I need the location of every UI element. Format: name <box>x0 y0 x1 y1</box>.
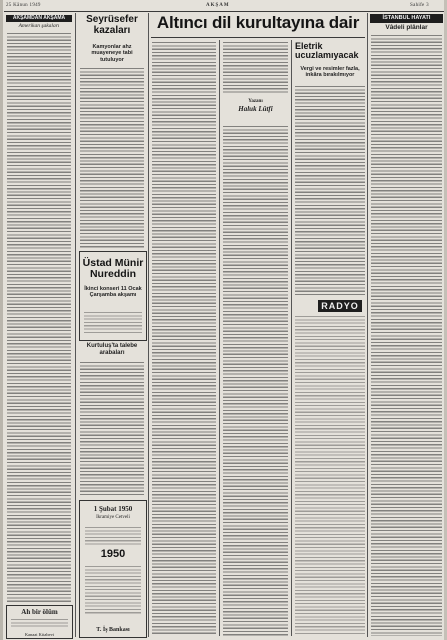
ad-box <box>79 500 147 638</box>
byline-name: Haluk Lütfi <box>238 105 273 113</box>
column-divider <box>75 13 76 637</box>
radio-banner: RADYO <box>318 300 362 312</box>
article-text <box>223 42 288 94</box>
column-divider <box>291 40 292 636</box>
ad-text <box>85 566 141 614</box>
column-divider <box>367 13 368 637</box>
article-text <box>295 86 365 296</box>
ad-line: Ikramiye Cetveli <box>96 515 130 521</box>
column-title: Vâdeli plânlar <box>385 24 428 31</box>
article-text <box>223 126 288 636</box>
header-rule <box>4 11 444 12</box>
column-divider <box>148 13 149 637</box>
byline-box <box>223 97 288 123</box>
article-text <box>152 42 216 636</box>
column-banner: AKŞAMDAN AKŞAMA <box>6 15 72 22</box>
ad-bank: T. İş Bankası <box>96 626 130 633</box>
article-headline: Kurtuluş'ta talebe arabaları <box>86 343 138 356</box>
article-headline: Seyrüsefer kazaları <box>86 14 138 36</box>
page-number: Sahife 3 <box>410 3 429 8</box>
ad-text <box>85 527 141 545</box>
radio-listings <box>295 316 365 636</box>
concert-subtitle: İkinci konseri 11 Ocak Çarşamba akşamı <box>84 286 142 299</box>
headline-rule <box>151 37 365 38</box>
ad-title: Ah bir ölüm <box>21 608 58 616</box>
byline-label: Yazanı <box>248 99 263 104</box>
concert-title: Üstad Münir Nureddin <box>82 257 144 281</box>
article-text <box>7 33 71 603</box>
ad-footer: Kanaat Kitabevi <box>24 631 55 637</box>
concert-box <box>79 251 147 341</box>
ad-year: 1950 <box>100 548 126 560</box>
masthead: AKŞAM <box>206 3 230 8</box>
column-banner: İSTANBUL HAYATI <box>370 14 443 23</box>
ad-text <box>11 619 68 629</box>
page-edge <box>0 0 3 640</box>
ad-box <box>6 605 73 639</box>
article-subheadline: Vergi ve resimler fazla, inkâra bırakılmıyor <box>300 66 360 79</box>
article-subheadline: Kamyonlar ahz muayeneye tabi tutuluyor <box>91 44 133 63</box>
article-headline: Eletrik ucuzlamıyacak <box>295 41 359 61</box>
main-headline: Altıncı dil kurultayına dair <box>156 13 360 32</box>
article-text <box>80 362 144 497</box>
concert-text <box>84 312 142 334</box>
ad-date: 1 Şubat 1950 <box>93 505 133 513</box>
column-divider <box>219 40 220 636</box>
article-text <box>80 68 144 248</box>
column-title: Amerikan şakaları <box>18 23 60 29</box>
article-text <box>371 35 442 636</box>
issue-date: 25 Kânun 1949 <box>6 3 41 8</box>
